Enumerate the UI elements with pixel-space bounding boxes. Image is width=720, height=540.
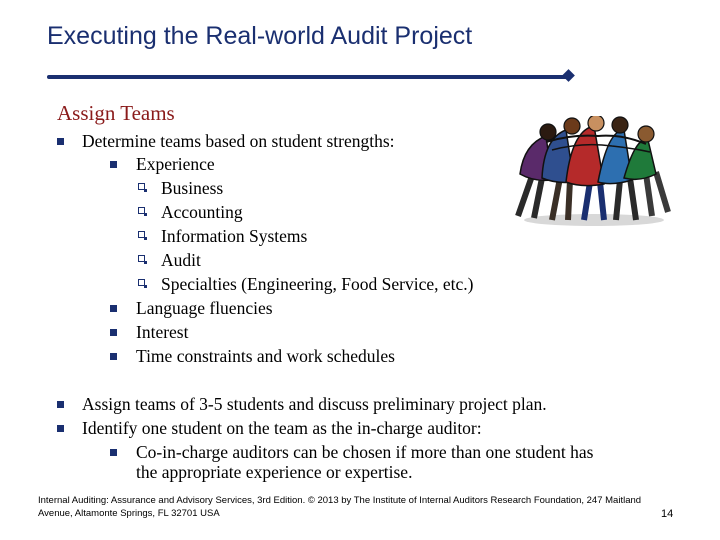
bullet-text: Audit xyxy=(161,250,201,270)
citation-line: Avenue, Altamonte Springs, FL 32701 USA xyxy=(38,508,220,519)
checkbox-bullet-icon xyxy=(138,183,145,190)
square-bullet-icon xyxy=(57,401,64,408)
checkbox-bullet-icon xyxy=(138,207,145,214)
slide-title: Executing the Real-world Audit Project xyxy=(47,22,473,50)
square-bullet-icon xyxy=(57,425,64,432)
page-number: 14 xyxy=(661,508,674,520)
bullet-text: Specialties (Engineering, Food Service, etc.) xyxy=(161,274,474,294)
bullet-text: Identify one student on the team as the in-charge auditor: xyxy=(82,418,482,438)
bullet-text: Co-in-charge auditors can be chosen if more than one student has xyxy=(136,442,594,462)
square-bullet-icon xyxy=(110,305,117,312)
checkbox-bullet-icon xyxy=(138,255,145,262)
bullet-text: Assign teams of 3-5 students and discuss preliminary project plan. xyxy=(82,394,547,414)
checkbox-bullet-icon xyxy=(138,279,145,286)
square-bullet-icon xyxy=(110,353,117,360)
checkbox-bullet-icon xyxy=(138,231,145,238)
square-bullet-icon xyxy=(110,329,117,336)
bullet-text: Time constraints and work schedules xyxy=(136,346,395,366)
bullet-text: the appropriate experience or expertise. xyxy=(136,462,413,482)
citation-line: Internal Auditing: Assurance and Advisory Services, 3rd Edition. © 2013 by The Institute of Internal Auditors Research Foundation, 247 Maitland xyxy=(38,495,642,506)
bullet-text: Language fluencies xyxy=(136,298,273,318)
team-huddle-illustration xyxy=(512,116,672,228)
bullet-text: Determine teams based on student strengths: xyxy=(82,131,395,151)
bullet-text: Information Systems xyxy=(161,226,308,246)
section-heading: Assign Teams xyxy=(57,101,175,125)
bullet-text: Business xyxy=(161,178,224,198)
square-bullet-icon xyxy=(110,161,117,168)
bullet-text: Interest xyxy=(136,322,189,342)
bullet-text: Accounting xyxy=(161,202,243,222)
square-bullet-icon xyxy=(57,138,64,145)
square-bullet-icon xyxy=(110,449,117,456)
title-divider xyxy=(47,75,569,79)
bullet-text: Experience xyxy=(136,154,215,174)
citation-footer xyxy=(38,494,678,520)
divider-diamond xyxy=(562,69,575,82)
